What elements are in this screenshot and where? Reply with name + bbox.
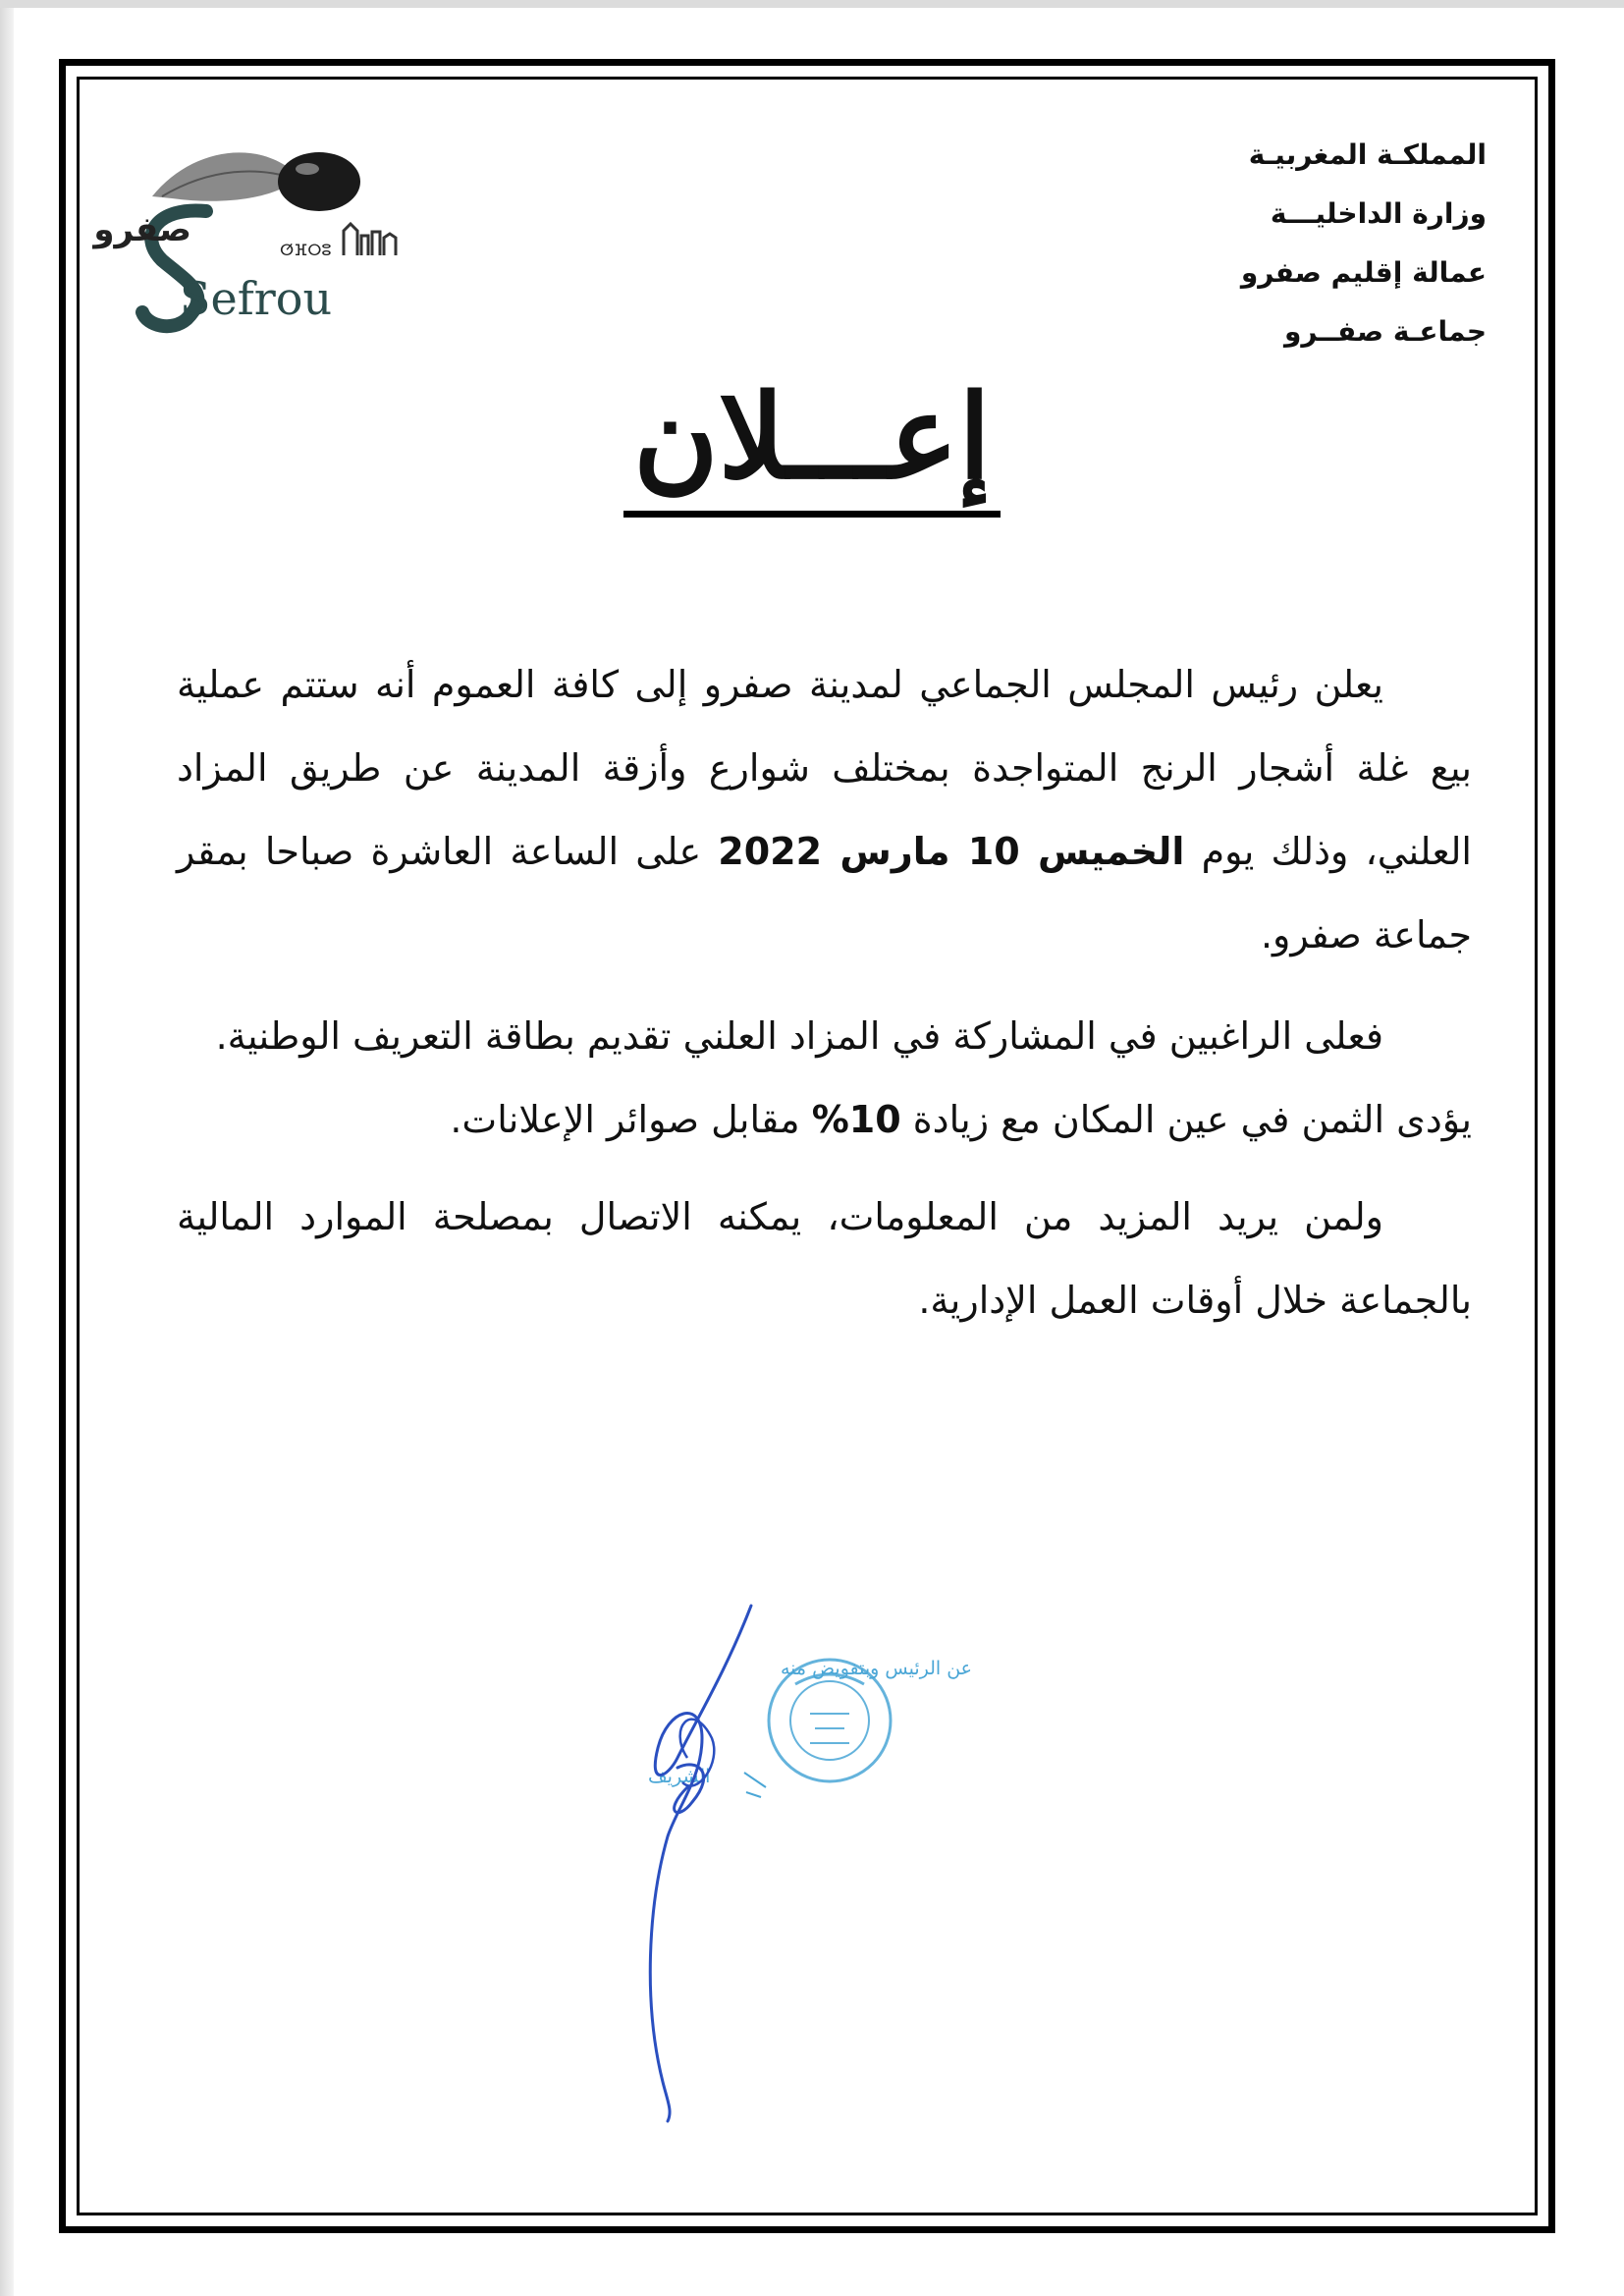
- header-prefecture: عمالة إقليم صفرو: [1240, 256, 1487, 289]
- scan-edge: [0, 0, 14, 2296]
- sefrou-logo: [93, 137, 427, 334]
- paragraph-1: [177, 643, 1472, 977]
- paragraph-1-end: على الساعة العاشرة صباحا بمقر جماعة صفرو.: [177, 830, 1472, 957]
- paragraph-3: [177, 1078, 1472, 1162]
- header-ministry-interior: وزارة الداخليـــة: [1270, 197, 1487, 230]
- stamp-name: الشريف: [648, 1766, 711, 1787]
- signature: [650, 1606, 751, 2121]
- fee-percentage: 10%: [811, 1098, 901, 1141]
- stamp-delegation: عن الرئيس وبتفويض منه: [781, 1658, 973, 1679]
- paragraph-4: ولمن يريد المزيد من المعلومات، يمكنه الاتصال بمصلحة الموارد المالية بالجماعة خلال أوقات العمل الإدارية.: [177, 1195, 1472, 1322]
- paragraph-3-start: يؤدى الثمن في عين المكان مع زيادة: [912, 1098, 1472, 1141]
- header-ministry: [1074, 126, 1487, 361]
- auction-date: الخميس 10 مارس 2022: [718, 830, 1185, 873]
- logo-arabic: صفرو: [93, 210, 191, 249]
- leaf-icon: [152, 152, 299, 200]
- paragraph-1-start: يعلن رئيس المجلس الجماعي لمدينة صفرو إلى كافة العموم أنه ستتم عملية بيع غلة أشجار الرنج المتواجدة بمختلف شوارع وأزقة المدينة عن طريق المزاد العلني، وذلك يوم: [177, 663, 1472, 873]
- title-text: إعـــلان: [623, 368, 1001, 518]
- logo-latin: Sefrou: [180, 272, 333, 325]
- paragraph-3-end: مقابل صوائر الإعلانات.: [450, 1098, 800, 1141]
- page-title: [0, 368, 1624, 505]
- paragraph-2: فعلى الراغبين في المشاركة في المزاد العلني تقديم بطاقة التعريف الوطنية.: [215, 1014, 1383, 1058]
- scan-edge-top: [0, 0, 1624, 8]
- announcement-body: [177, 643, 1472, 1342]
- logo-tifinagh: ⵚⴼⵔⵓ: [280, 241, 332, 259]
- city-skyline-icon: [344, 224, 396, 255]
- cherry-icon: [278, 152, 360, 211]
- header-kingdom: المملكـة المغربيـة: [1248, 138, 1487, 171]
- header-commune: جماعـة صفــرو: [1283, 315, 1487, 348]
- stamp-and-signature: [530, 1591, 973, 2141]
